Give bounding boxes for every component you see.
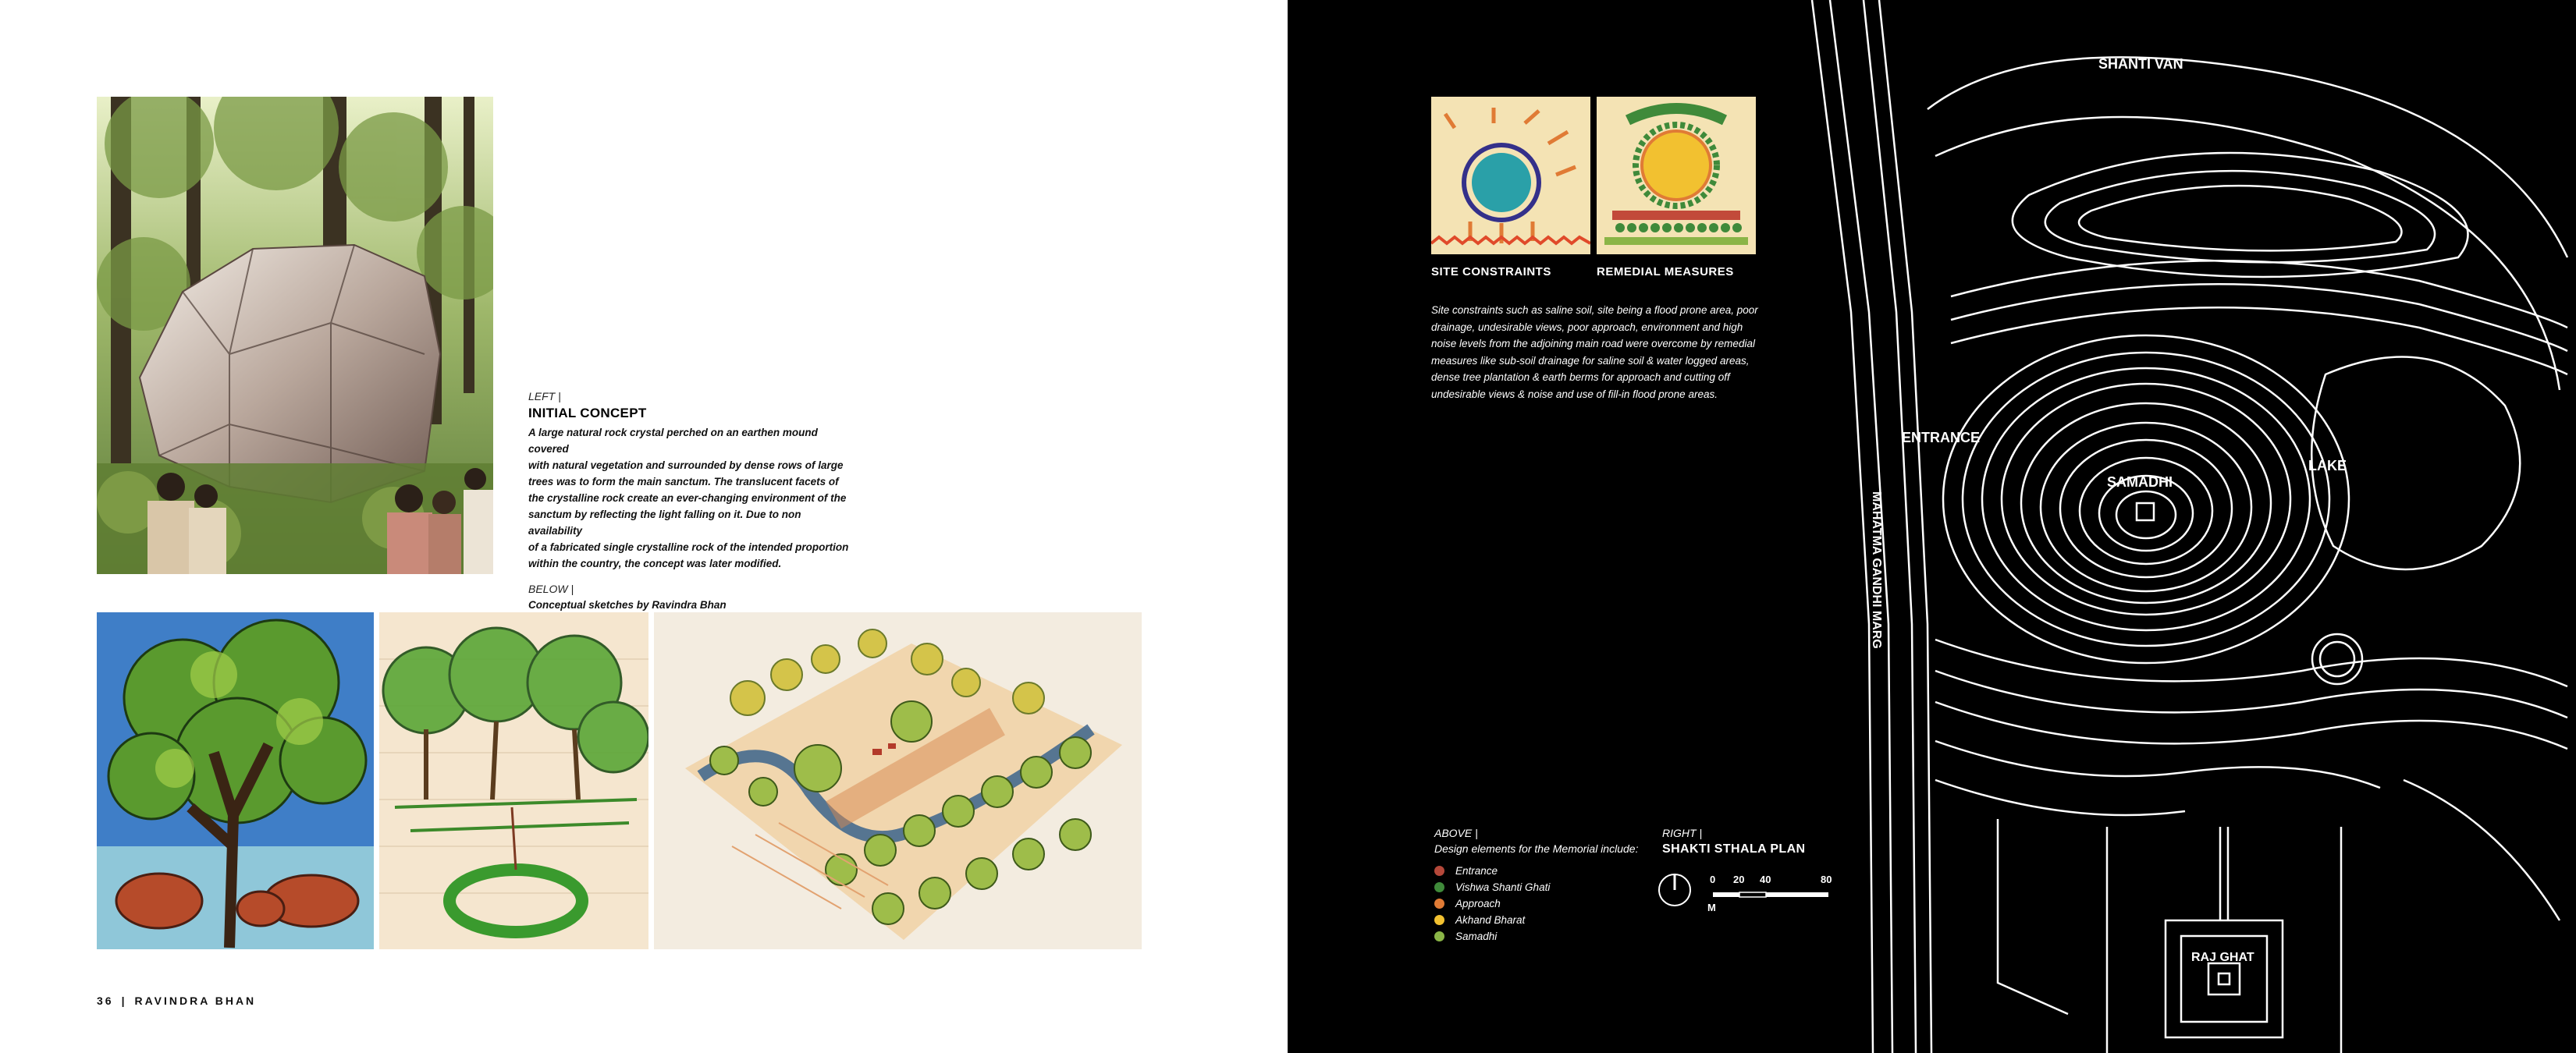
scale-unit: M (1707, 902, 1716, 913)
shakti-sthala-plan-map (1288, 0, 2576, 1053)
initial-concept-caption (528, 390, 856, 613)
map-label-samadhi: SAMADHI (2107, 474, 2173, 490)
caption-line: within the country, the concept was later modified. (528, 558, 782, 569)
caption-line: trees was to form the main sanctum. The translucent facets of (528, 476, 839, 488)
scale-tick: 0 (1710, 874, 1716, 885)
caption-left-tag: LEFT | (528, 390, 561, 402)
plan-tag: RIGHT | (1662, 827, 1703, 839)
legend-label: Samadhi (1455, 931, 1498, 942)
legend-tag: ABOVE | (1434, 827, 1478, 839)
caption-line: with natural vegetation and surrounded by dense rows of large (528, 459, 844, 471)
caption-title: INITIAL CONCEPT (528, 406, 647, 420)
scale-tick: 40 (1760, 874, 1771, 885)
plan-title: SHAKTI STHALA PLAN (1662, 842, 1806, 856)
sketch-tree (97, 612, 374, 949)
description-line: undesirable views & noise and use of fill-in flood prone areas. (1431, 388, 1718, 400)
folio-author: RAVINDRA BHAN (134, 994, 257, 1007)
caption-line: A large natural rock crystal perched on an earthen mound covered (528, 427, 818, 455)
legend-label: Approach (1455, 898, 1501, 909)
legend-label: Vishwa Shanti Ghati (1455, 881, 1551, 893)
map-label-lake: LAKE (2308, 458, 2347, 473)
description-line: Site constraints such as saline soil, site being a flood prone area, poor (1431, 304, 1758, 316)
caption-below-tag: BELOW | (528, 583, 574, 595)
caption-body (528, 424, 856, 572)
page-folio (97, 994, 256, 1007)
legend-label: Akhand Bharat (1455, 914, 1526, 926)
description-line: noise levels from the adjoining main road were overcome by remedial (1431, 338, 1755, 349)
caption-line: the crystalline rock create an ever-changing environment of the (528, 492, 847, 504)
page-number: 36 (97, 994, 114, 1007)
scale-tick: 80 (1821, 874, 1832, 885)
map-label-entrance: ENTRANCE (1902, 430, 1981, 445)
map-label-shanti-van: SHANTI VAN (2098, 56, 2183, 72)
legend-subtitle: Design elements for the Memorial include: (1434, 842, 1639, 855)
label-site-constraints: SITE CONSTRAINTS (1431, 265, 1551, 278)
folio-separator: | (121, 994, 127, 1007)
description-line: measures like sub-soil drainage for saline soil & water logged areas, (1431, 354, 1750, 367)
scale-bar (1707, 874, 1832, 913)
caption-line: of a fabricated single crystalline rock of the intended proportion (528, 541, 849, 553)
description-line: dense tree plantation & earth berms for approach and cutting off (1431, 371, 1730, 383)
sketch-isometric-garden (654, 612, 1142, 949)
label-remedial-measures: REMEDIAL MEASURES (1597, 265, 1734, 278)
map-label-raj-ghat: RAJ GHAT (2191, 951, 2254, 964)
sketch-grove (379, 612, 648, 949)
initial-concept-photo (97, 97, 493, 574)
caption-below-text: Conceptual sketches by Ravindra Bhan (528, 599, 727, 611)
scale-tick: 20 (1733, 874, 1745, 885)
north-arrow-icon (1659, 874, 1690, 906)
description-line: drainage, undesirable views, poor approach, environment and high (1431, 321, 1743, 333)
legend-label: Entrance (1455, 865, 1498, 877)
map-label-road: MAHATMA GANDHI MARG (1870, 491, 1883, 649)
caption-line: sanctum by reflecting the light falling on it. Due to non availability (528, 509, 801, 537)
